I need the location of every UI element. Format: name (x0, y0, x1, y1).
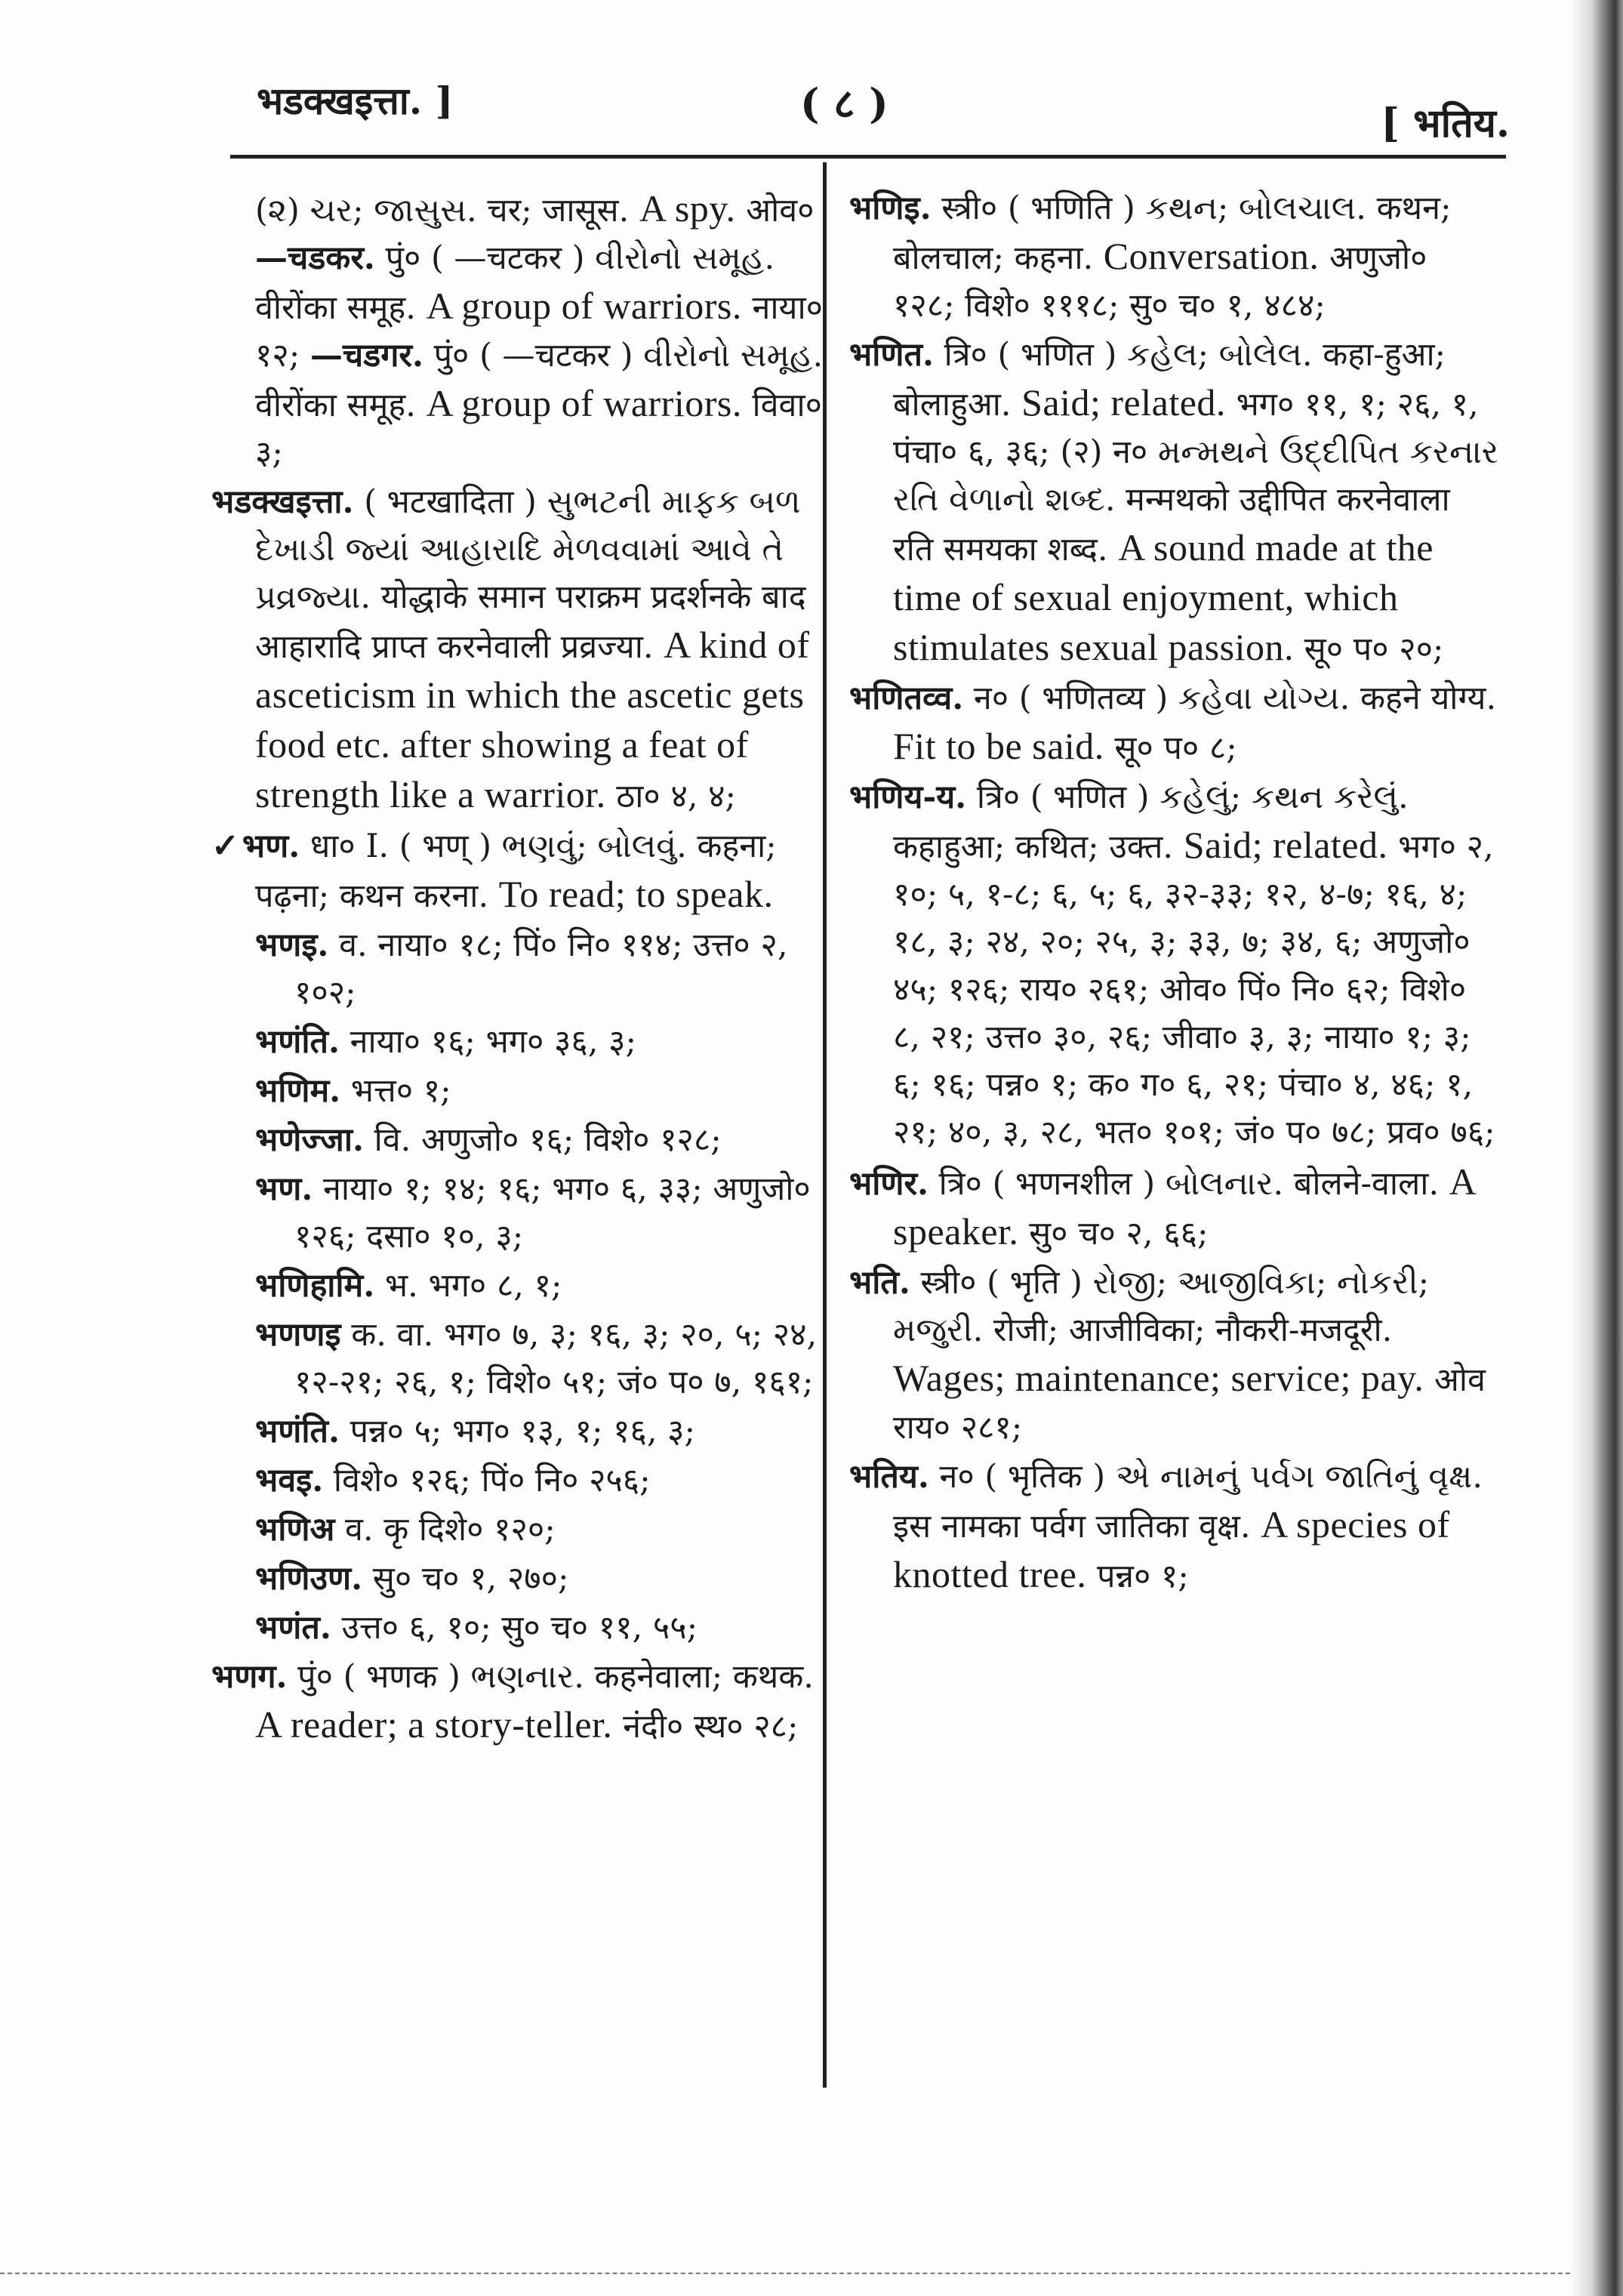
entry-text: नाया० १२; (255, 289, 823, 374)
headword: भणित. (849, 336, 934, 374)
entry-text: पुं० ( भणक ) ભણનાર. कहनेवाला; कथक. (287, 1658, 814, 1696)
dictionary-entry (211, 185, 830, 477)
english-gloss: A spy. (639, 187, 736, 230)
page-binding-edge (1570, 0, 1623, 2296)
headword: भणिउण. (255, 1560, 363, 1598)
inflection-entry (255, 1311, 830, 1407)
inflection-entry (255, 1506, 830, 1554)
entry-text: भग० ११, १; २६, १, पंचा० ६, ३६; (२) न० મન્મથને ઉદ્દીપિત કરનાર રતિ વેળાનો શબ્દ. मन्मथको उद्दीपित करनेवाला रति समयका शब्द. (893, 386, 1498, 569)
inflection-entry (255, 1457, 830, 1505)
entry-text: स्त्री० ( भणिति ) કથન; બોલચાલ. कथन; बोलचाल; कहना. (893, 190, 1452, 277)
entry-text: न० ( भृतिक ) એ નામનું પર્વગ જાતિનું વૃક્ષ. इस नामका पर्वग जातिका वृक्ष. (893, 1458, 1483, 1546)
entry-text: स्त्री० ( भृति ) રોજી; આજીવિકા; નોકરી; મજુરી. रोजी; आजीविका; नौकरी-मजदूरी. (893, 1264, 1430, 1349)
entry-text: ( भटखादिता ) સુભટની માફક બળ દેખાડી જ્યાં આહારાદિ મેળવવામાં આવે તે પ્રવ્રજ્યા. योद्धाके समान पराक्रम प्रदर्शनके बाद आहारादि प्राप्त करनेवाली प्रव्रज्या. (255, 483, 806, 666)
inflection-entry (255, 1604, 830, 1652)
headword: भति. (849, 1264, 910, 1302)
english-gloss: Fit to be said. (893, 725, 1104, 767)
headword: भणिर. (849, 1165, 929, 1203)
inflection-entry (255, 1068, 830, 1115)
entry-text: सू० प० २०; (1294, 630, 1444, 668)
headword: भवइ. (255, 1462, 324, 1499)
entry-text: सू० प० ८; (1104, 729, 1237, 767)
headword: भण. (242, 827, 300, 865)
headword: भणिहामि. (255, 1267, 375, 1305)
headword: भणिअ (255, 1511, 335, 1549)
entry-text: नंदी० स्थ० २८; (612, 1708, 799, 1746)
english-gloss: A group of warriors. (426, 382, 742, 424)
header-first-headword: भडक्खइत्ता. ] (257, 79, 454, 123)
left-column (211, 185, 830, 1752)
entry-text: सु० च० १, २७०; (362, 1560, 569, 1598)
header-last-headword: [ भतिय. (1381, 100, 1510, 146)
english-gloss: A kind of asceticism in which the ascetic gets food etc. after showing a feat of strength like a warrior. (255, 624, 810, 815)
english-gloss: A group of warriors. (426, 285, 742, 327)
inflection-entry (255, 1166, 830, 1261)
entry-text: भत्त० १; (340, 1072, 451, 1110)
english-gloss: A species of knotted tree. (893, 1503, 1450, 1595)
entry-text: धा० I. ( भण् ) ભણવું; બોલવું. कहना; पढ़ना; कथन करना. (255, 827, 777, 915)
entry-text: त्रि० ( भणित ) કહેલું; કથન કરેલું. कहाहुआ; कथित; उक्त. (893, 778, 1409, 866)
inflection-entry (255, 1408, 830, 1456)
entry-text: विवा० ३; (255, 387, 822, 472)
english-gloss: To read; to speak. (498, 873, 774, 915)
dictionary-entry (849, 185, 1498, 330)
headword: भणेज्जा. (255, 1121, 364, 1159)
english-gloss: A speaker. (893, 1160, 1475, 1253)
inflection-entry (255, 922, 830, 1017)
entry-text: ओव० (735, 192, 815, 230)
headword: भडक्खइत्ता. (211, 483, 354, 521)
entry-text: उत्त० ६, १०; सु० च० ११, ५५; (331, 1609, 698, 1647)
entry-text: भ. भग० ८, १; (374, 1267, 562, 1305)
english-gloss: Said; related. (1021, 381, 1226, 424)
entry-text: व. नाया० १८; पिं० नि० ११४; उत्त० २, १०२; (294, 926, 788, 1012)
dictionary-entry (849, 774, 1498, 1157)
english-gloss: A sound made at the time of sexual enjoyment, which stimulates sexual passion. (893, 526, 1434, 668)
inflection-entry (255, 1262, 830, 1310)
headword: भणणइ (255, 1316, 341, 1354)
entry-text: ठा० ४, ४; (605, 778, 737, 815)
headword: भणंति. (255, 1023, 340, 1061)
entry-text: भग० २, १०; ५, १-८; ६, ५; ६, ३२-३३; १२, ४-७; १६, ४; १८, ३; २४, २०; २५, ३; ३३, ७; ३४, ६; अणुजो० ४५; १२६; राय० २६१; ओव० पिं० नि० ६२; विशे० ८, २१; उत्त० ३०, २६; जीवा० ३, ३; नाया० १; ३; ६; १६; पन्न० १; क० ग० ६, २१; पंचा० ४, ४६; १, २१; ४०, ३, २८, भत० १०१; जं० प० ७८; प्रव० ७६; (893, 828, 1495, 1151)
entry-text: पन्न० ५; भग० १३, १; १६, ३; (339, 1413, 696, 1450)
inflection-entry (255, 1019, 830, 1066)
english-gloss: Conversation. (1103, 235, 1320, 277)
entry-text: सु० च० २, ६६; (1018, 1215, 1209, 1253)
dictionary-entry (849, 675, 1498, 772)
headword: भणंति. (255, 1413, 340, 1450)
headword: भणिइ. (849, 190, 932, 227)
entry-text: विशे० १२६; पिं० नि० २५६; (323, 1462, 651, 1499)
headword: —चडगर. (310, 337, 423, 374)
entry-text: पन्न० १; (1086, 1558, 1189, 1595)
dictionary-entry (849, 1453, 1498, 1601)
entry-text: पुं० ( —चटकर ) વીરોનો સમૂહ. वीरोंका समूह. (255, 337, 824, 424)
entry-text: ओव राय० २८१; (893, 1361, 1486, 1447)
headword: भणइ. (255, 926, 329, 964)
headword: भणंत. (255, 1609, 331, 1647)
entry-text: नाया० १६; भग० ३६, ३; (339, 1023, 636, 1061)
headword: भणिय-य. (849, 778, 967, 816)
dictionary-entry (211, 822, 830, 920)
dictionary-entry (849, 1259, 1498, 1452)
entry-text: व. कृ दिशे० १२०; (334, 1511, 556, 1549)
entry-text: न० ( भणितव्य ) કહેવા યોગ્ય. कहने योग्य. (963, 680, 1497, 717)
inflection-entry (255, 1117, 830, 1164)
headword: भण. (255, 1170, 313, 1208)
entry-text: पुं० ( —चटकर ) વીરોનો સમૂહ. वीरोंका समूह. (255, 239, 775, 327)
english-gloss: Said; related. (1183, 824, 1388, 866)
headword: भणिम. (255, 1072, 341, 1110)
dictionary-entry (849, 1158, 1498, 1258)
dictionary-entry (211, 1653, 830, 1751)
english-gloss: A reader; a story-teller. (255, 1703, 613, 1746)
page-header (226, 66, 1510, 146)
entry-text: त्रि० ( भणित ) કહેલ; બોલેલ. कहा-हुआ; बोलाहुआ. (893, 336, 1446, 424)
footer-line (0, 2273, 1570, 2276)
right-column (849, 185, 1498, 1602)
entry-text: अणुजो० १२८; विशे० १११८; सु० च० १, ४८४; (893, 239, 1427, 325)
entry-text: क. वा. भग० ७, ३; १६, ३; २०, ५; २४, १२-२१; २६, १; विशे० ५१; जं० प० ७, १६१; (294, 1316, 818, 1401)
check-mark-icon: ✓ (211, 827, 239, 865)
entry-text: (૨) ચર; જાસુસ. चर; जासूस. (255, 192, 639, 230)
inflection-entry (255, 1555, 830, 1603)
headword: भतिय. (849, 1458, 929, 1496)
entry-text: वि. अणुजो० १६; विशे० १२८; (363, 1121, 722, 1159)
english-gloss: Wages; maintenance; service; pay. (893, 1357, 1424, 1399)
headword: भणितव्व. (849, 680, 964, 717)
headword: भणग. (211, 1658, 288, 1696)
page-number: ( ८ ) (800, 79, 888, 128)
header-rule (230, 155, 1506, 159)
dictionary-entry (849, 331, 1498, 673)
headword: —चडकर. (255, 239, 375, 277)
entry-text: नाया० १; १४; १६; भग० ६, ३३; अणुजो० १२६; दसा० १०, ३; (294, 1170, 811, 1256)
dictionary-entry (211, 479, 830, 821)
entry-text: त्रि० ( भणनशील ) બોલનાર. बोलने-वाला. (929, 1165, 1449, 1203)
